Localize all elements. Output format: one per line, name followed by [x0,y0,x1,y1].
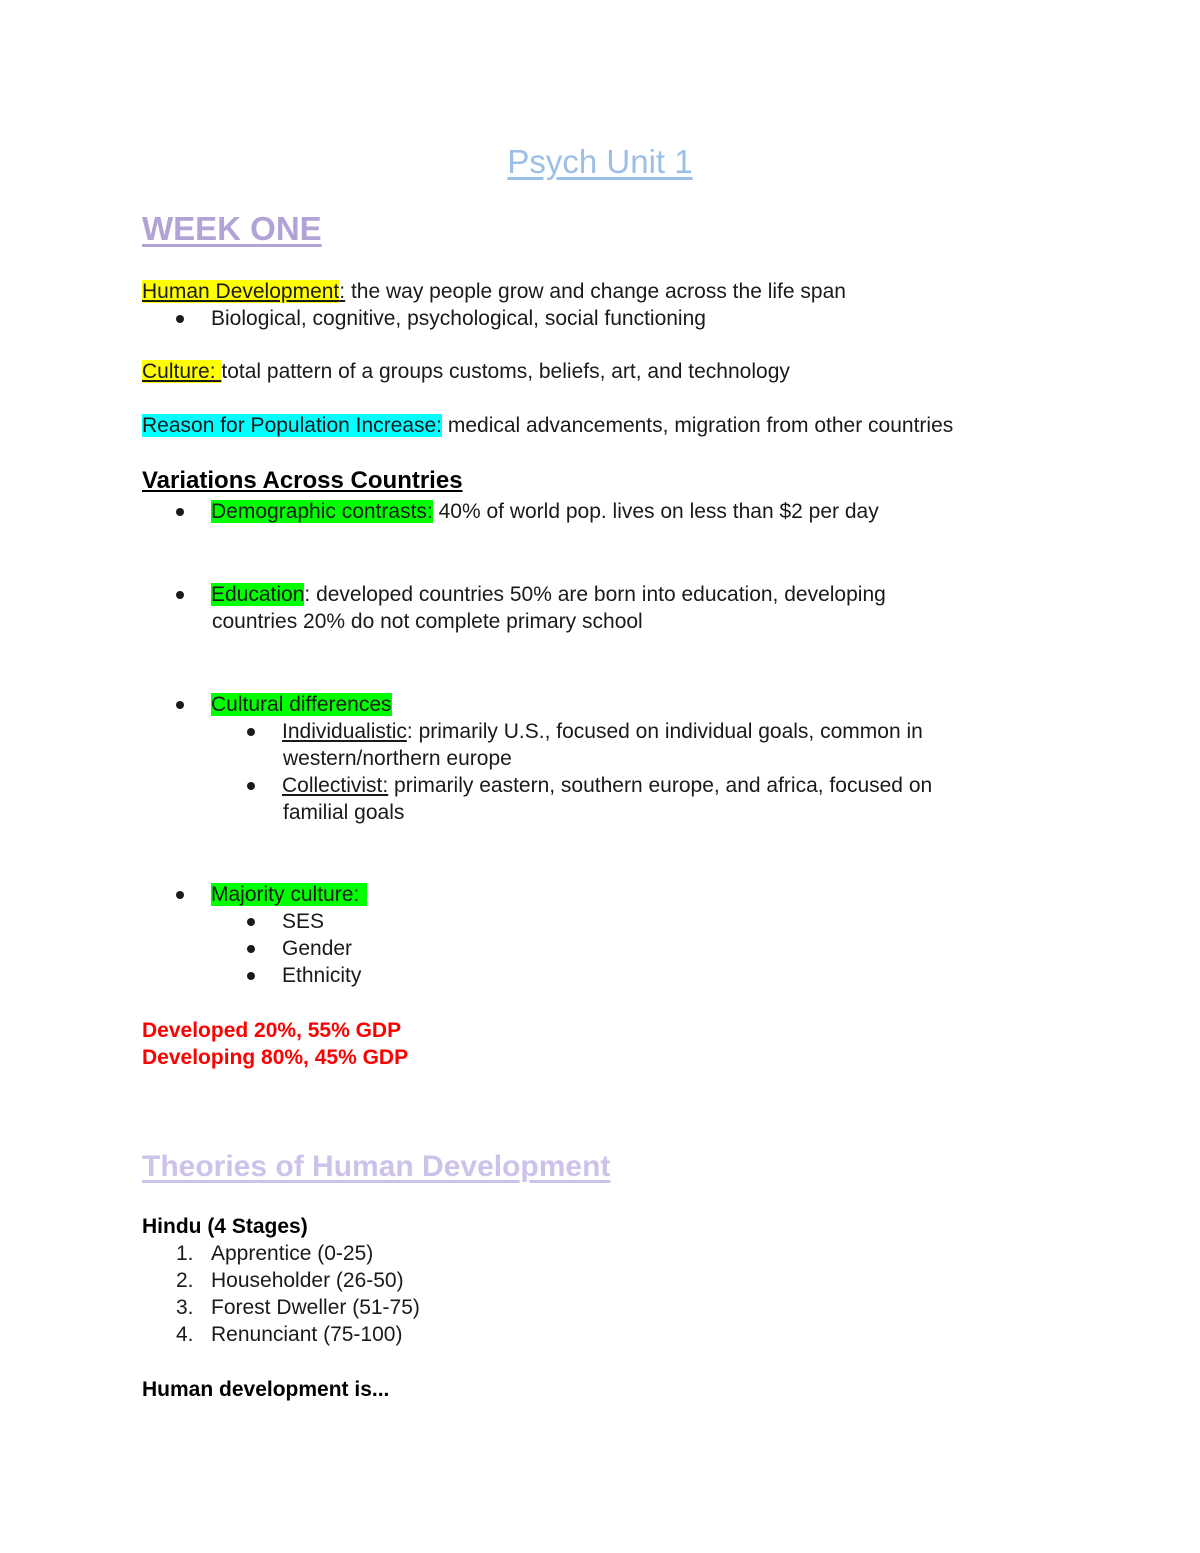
theories-heading: Theories of Human Development [142,1150,611,1183]
population-term: Reason for Population Increase: [142,414,443,437]
individualistic-term: Individualistic [282,720,407,743]
list-item-text: Renunciant (75-100) [211,1323,403,1346]
list-item [176,1240,373,1267]
list-item-text: Householder (26-50) [211,1269,404,1292]
bullet-icon [176,891,184,899]
list-item-text: Biological, cognitive, psychological, social functioning [211,307,706,330]
demographic-text: 40% of world pop. lives on less than $2 per day [432,500,879,523]
bullet-icon [176,315,184,323]
variations-heading: Variations Across Countries [142,467,463,494]
list-item [176,1321,402,1348]
list-item [247,935,352,962]
list-item [176,581,886,608]
bullet-icon [176,701,184,709]
closing-heading: Human development is... [142,1378,390,1401]
collectivist-term: Collectivist: [282,774,389,797]
list-item [176,881,367,908]
culture-term: Culture: [142,360,222,383]
hindu-heading: Hindu (4 Stages) [142,1215,308,1238]
culture-definition [142,358,790,385]
human-development-term: Human Development [142,280,340,303]
list-item [247,718,923,745]
bullet-icon [247,728,255,736]
collectivist-text-continued: familial goals [283,801,405,824]
individualistic-text: : primarily U.S., focused on individual goals, common in [406,720,923,743]
list-item [247,772,932,799]
education-text-continued: countries 20% do not complete primary school [212,610,643,633]
list-item-text: SES [282,910,325,933]
education-term: Education [211,583,305,606]
bullet-icon [176,508,184,516]
list-item-text: Gender [282,937,353,960]
list-item [176,498,879,525]
population-text: medical advancements, migration from other countries [442,414,954,437]
cultural-differences-term: Cultural differences [211,693,392,716]
majority-culture-term: Majority culture: [211,883,367,906]
developed-stat: Developed 20%, 55% GDP [142,1019,402,1042]
developing-stat: Developing 80%, 45% GDP [142,1046,409,1069]
population-definition [142,412,953,439]
bullet-icon [247,972,255,980]
human-development-text: the way people grow and change across the life span [345,280,846,303]
list-item [176,1267,404,1294]
bullet-icon [247,782,255,790]
list-item [176,691,392,718]
bullet-icon [247,918,255,926]
page-title: Psych Unit 1 [507,143,693,180]
education-text: : developed countries 50% are born into education, developing [304,583,886,606]
week-heading: WEEK ONE [142,210,322,247]
list-item-text: Apprentice (0-25) [211,1242,374,1265]
collectivist-text: primarily eastern, southern europe, and africa, focused on [388,774,933,797]
list-item-text: Forest Dweller (51-75) [211,1296,420,1319]
list-number: 1. [176,1242,194,1265]
list-number: 2. [176,1269,194,1292]
bullet-icon [176,591,184,599]
human-development-definition [142,278,846,305]
list-item-text: Ethnicity [282,964,362,987]
human-development-colon: : [339,280,346,303]
bullet-icon [247,945,255,953]
demographic-term: Demographic contrasts: [211,500,433,523]
list-item [176,1294,420,1321]
individualistic-text-continued: western/northern europe [283,747,512,770]
list-item [247,908,324,935]
culture-text: total pattern of a groups customs, beliefs, art, and technology [221,360,790,383]
list-item [247,962,361,989]
list-item [176,305,706,332]
list-number: 3. [176,1296,194,1319]
list-number: 4. [176,1323,194,1346]
